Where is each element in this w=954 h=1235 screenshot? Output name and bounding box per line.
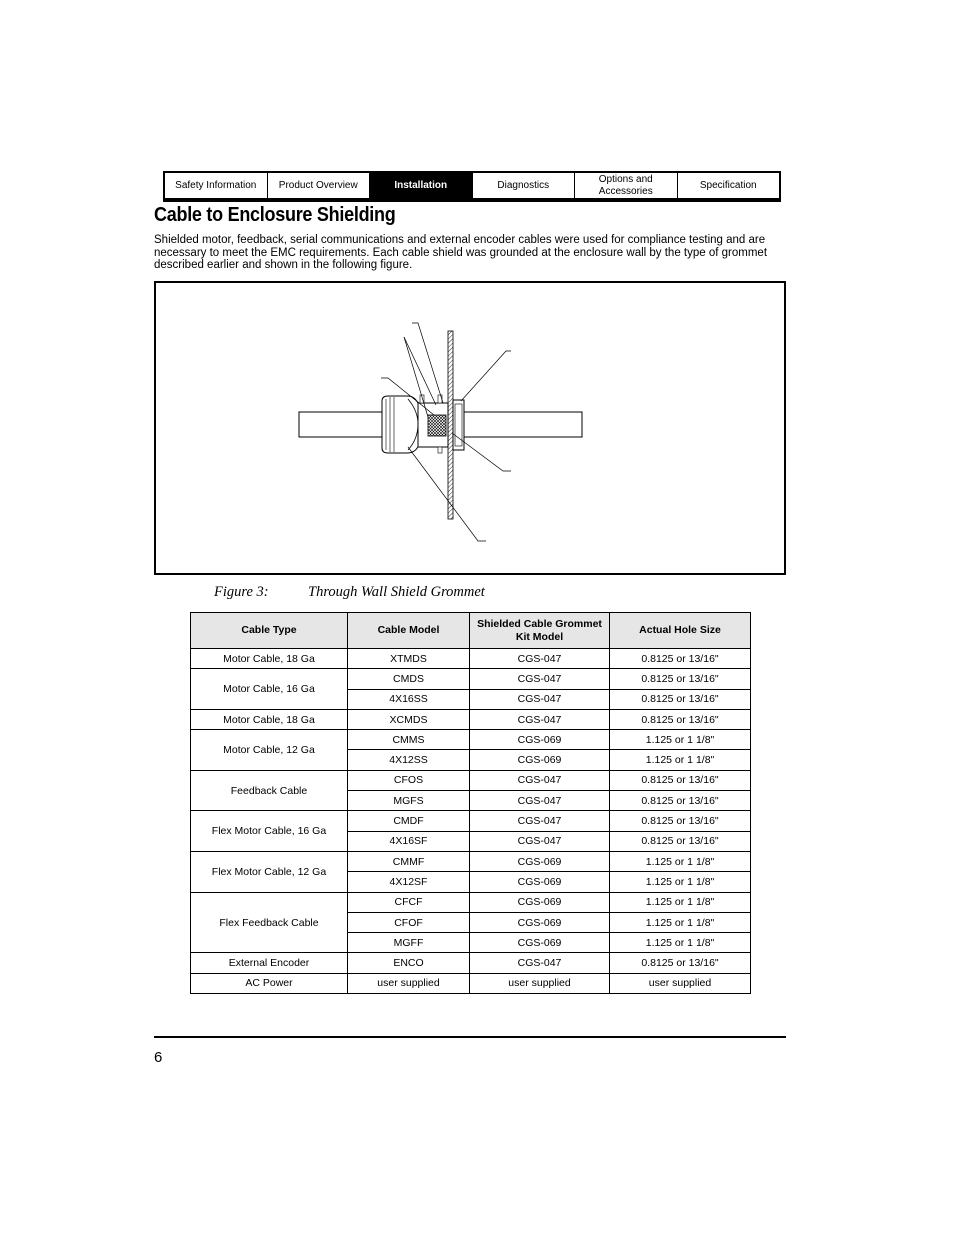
- hole-size-cell: 1.125 or 1 1/8": [610, 872, 751, 892]
- tab-installation[interactable]: Installation: [370, 173, 473, 198]
- table-row: [191, 649, 751, 669]
- kit-model-cell: CGS-047: [470, 831, 610, 851]
- cable-model-cell: CFOF: [348, 912, 470, 932]
- cable-type-cell: AC Power: [191, 973, 348, 993]
- cable-model-cell: 4X12SS: [348, 750, 470, 770]
- lock-nut: [453, 400, 464, 450]
- cable-type-cell: External Encoder: [191, 953, 348, 973]
- table-row: [191, 851, 751, 871]
- cable-model-cell: user supplied: [348, 973, 470, 993]
- cable-model-cell: CMMS: [348, 730, 470, 750]
- cable-model-cell: 4X12SF: [348, 872, 470, 892]
- hole-size-cell: 0.8125 or 13/16": [610, 811, 751, 831]
- cable-model-cell: MGFS: [348, 791, 470, 811]
- footer-rule: [154, 1036, 786, 1038]
- cable-type-cell: Flex Feedback Cable: [191, 892, 348, 953]
- header-cable-type: Cable Type: [191, 613, 348, 649]
- hole-size-cell: 1.125 or 1 1/8": [610, 851, 751, 871]
- cable-model-cell: CMDF: [348, 811, 470, 831]
- hole-size-cell: 1.125 or 1 1/8": [610, 933, 751, 953]
- kit-model-cell: CGS-047: [470, 770, 610, 790]
- hole-size-cell: 1.125 or 1 1/8": [610, 912, 751, 932]
- table-row: [191, 953, 751, 973]
- enclosure-wall: [448, 331, 453, 519]
- kit-model-cell: CGS-069: [470, 872, 610, 892]
- grommet-table: [190, 612, 751, 994]
- cable-model-cell: CFOS: [348, 770, 470, 790]
- cable-model-cell: XTMDS: [348, 649, 470, 669]
- cable-model-cell: 4X16SS: [348, 689, 470, 709]
- cable-right: [464, 412, 582, 437]
- kit-model-cell: CGS-069: [470, 892, 610, 912]
- table-row: [191, 973, 751, 993]
- page-number: 6: [154, 1049, 163, 1066]
- hole-size-cell: 1.125 or 1 1/8": [610, 730, 751, 750]
- hole-size-cell: 1.125 or 1 1/8": [610, 750, 751, 770]
- kit-model-cell: CGS-047: [470, 689, 610, 709]
- header-kit-model: Shielded Cable Grommet Kit Model: [470, 613, 610, 649]
- intro-paragraph: Shielded motor, feedback, serial communications and external encoder cables were used for compliance testing and are necessary to meet the EMC requirements. Each cable shield was grounded at the enclosure wall by the type of grommet described earlier and shown in the following figure.: [154, 234, 768, 271]
- table-row: [191, 811, 751, 831]
- nav-underline: [163, 200, 781, 202]
- shield-compression: [428, 415, 446, 436]
- kit-model-cell: CGS-047: [470, 649, 610, 669]
- cable-type-cell: Flex Motor Cable, 12 Ga: [191, 851, 348, 892]
- kit-model-cell: CGS-069: [470, 912, 610, 932]
- tab-safety-information[interactable]: Safety Information: [165, 173, 268, 198]
- cable-type-cell: Motor Cable, 18 Ga: [191, 709, 348, 729]
- hole-size-cell: 0.8125 or 13/16": [610, 689, 751, 709]
- figure-number: Figure 3:: [214, 584, 269, 600]
- table-row: [191, 892, 751, 912]
- kit-model-cell: CGS-047: [470, 709, 610, 729]
- header-cable-model: Cable Model: [348, 613, 470, 649]
- grommet-diagram: [156, 283, 784, 573]
- tab-options-and-accessories[interactable]: Options and Accessories: [575, 173, 678, 198]
- figure-frame: [154, 281, 786, 575]
- cable-left: [299, 412, 383, 437]
- kit-model-cell: CGS-069: [470, 851, 610, 871]
- table-row: [191, 770, 751, 790]
- cable-type-cell: Motor Cable, 18 Ga: [191, 649, 348, 669]
- kit-model-cell: CGS-069: [470, 750, 610, 770]
- hole-size-cell: 0.8125 or 13/16": [610, 791, 751, 811]
- cable-model-cell: 4X16SF: [348, 831, 470, 851]
- cable-type-cell: Flex Motor Cable, 16 Ga: [191, 811, 348, 852]
- hole-size-cell: 0.8125 or 13/16": [610, 831, 751, 851]
- figure-caption-text: Through Wall Shield Grommet: [308, 584, 485, 600]
- table-row: [191, 709, 751, 729]
- tab-diagnostics[interactable]: Diagnostics: [473, 173, 576, 198]
- tab-product-overview[interactable]: Product Overview: [268, 173, 371, 198]
- cable-type-cell: Motor Cable, 12 Ga: [191, 730, 348, 771]
- kit-model-cell: CGS-047: [470, 791, 610, 811]
- page-title: Cable to Enclosure Shielding: [154, 204, 396, 226]
- section-nav-tabs: [163, 171, 781, 200]
- kit-model-cell: CGS-047: [470, 669, 610, 689]
- hole-size-cell: 0.8125 or 13/16": [610, 953, 751, 973]
- hole-size-cell: 0.8125 or 13/16": [610, 669, 751, 689]
- figure-caption: [214, 584, 485, 601]
- hole-size-cell: 0.8125 or 13/16": [610, 649, 751, 669]
- cable-model-cell: CFCF: [348, 892, 470, 912]
- cable-type-cell: Motor Cable, 16 Ga: [191, 669, 348, 710]
- hole-size-cell: user supplied: [610, 973, 751, 993]
- hole-size-cell: 1.125 or 1 1/8": [610, 892, 751, 912]
- cable-model-cell: CMMF: [348, 851, 470, 871]
- table-row: [191, 669, 751, 689]
- header-hole-size: Actual Hole Size: [610, 613, 751, 649]
- cable-model-cell: XCMDS: [348, 709, 470, 729]
- kit-model-cell: CGS-047: [470, 811, 610, 831]
- cable-model-cell: MGFF: [348, 933, 470, 953]
- table-header-row: [191, 613, 751, 649]
- cable-type-cell: Feedback Cable: [191, 770, 348, 811]
- hole-size-cell: 0.8125 or 13/16": [610, 709, 751, 729]
- cable-model-cell: CMDS: [348, 669, 470, 689]
- kit-model-cell: user supplied: [470, 973, 610, 993]
- cable-model-cell: ENCO: [348, 953, 470, 973]
- kit-model-cell: CGS-069: [470, 933, 610, 953]
- tab-specification[interactable]: Specification: [699, 179, 757, 191]
- table-row: [191, 730, 751, 750]
- kit-model-cell: CGS-069: [470, 730, 610, 750]
- kit-model-cell: CGS-047: [470, 953, 610, 973]
- hole-size-cell: 0.8125 or 13/16": [610, 770, 751, 790]
